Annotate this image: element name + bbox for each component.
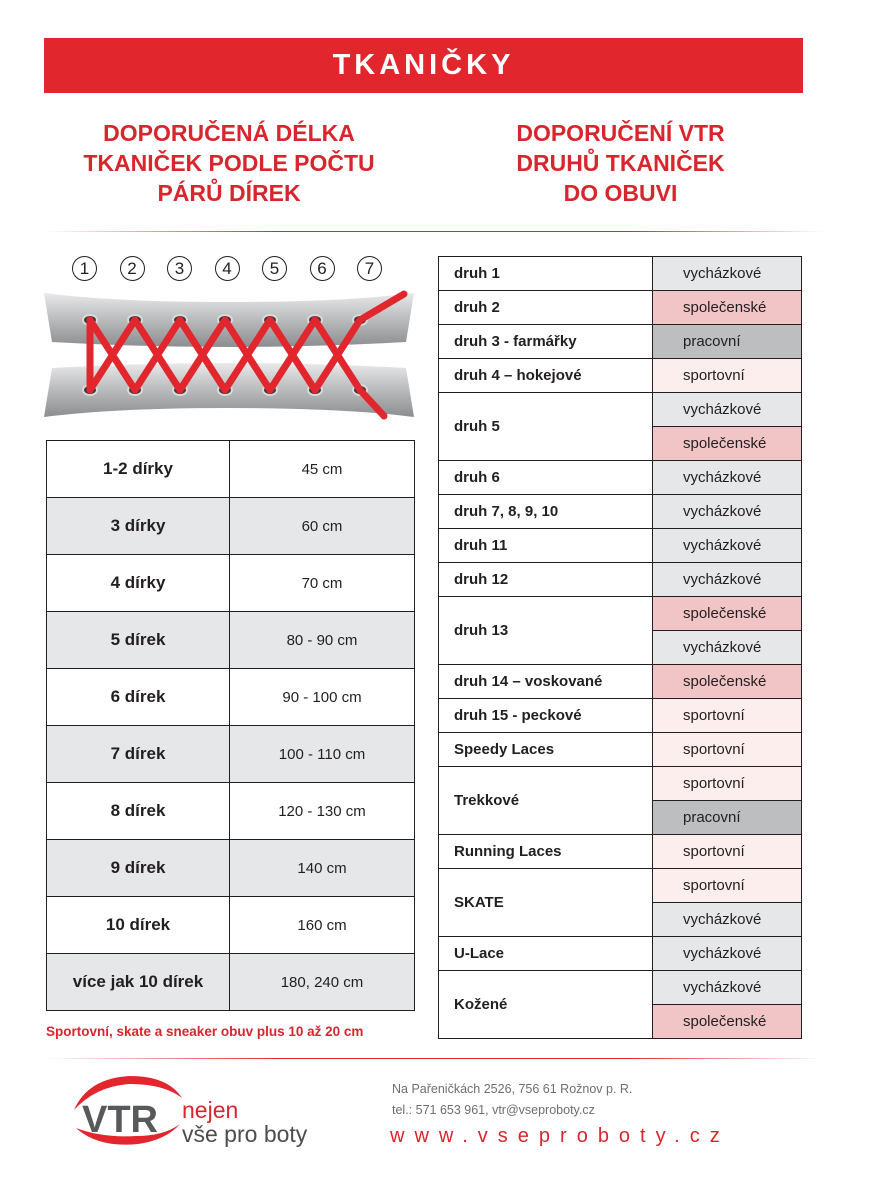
- eyelet-number: 4: [215, 256, 240, 281]
- table-row: [47, 612, 415, 669]
- lace-kind: společenské: [653, 597, 802, 631]
- shoe-type: Speedy Laces: [439, 733, 653, 767]
- table-row: [47, 498, 415, 555]
- table-row: [439, 495, 802, 529]
- eyelet-numbers: [72, 256, 382, 286]
- shoe-type: druh 14 – voskované: [439, 665, 653, 699]
- table-row: [439, 971, 802, 1005]
- shoe-type: druh 3 - farmářky: [439, 325, 653, 359]
- table-row: [439, 359, 802, 393]
- lace-kind: vycházkové: [653, 257, 802, 291]
- eyelet-number: 1: [72, 256, 97, 281]
- shoe-type: druh 6: [439, 461, 653, 495]
- table-row: [439, 291, 802, 325]
- lace-kind: vycházkové: [653, 461, 802, 495]
- table-row: [47, 441, 415, 498]
- sport-shoe-note: Sportovní, skate a sneaker obuv plus 10 až 20 cm: [46, 1024, 364, 1039]
- lace-type-rows: [439, 257, 802, 1039]
- shoe-type: druh 5: [439, 393, 653, 461]
- table-row: [439, 325, 802, 359]
- table-row: [47, 726, 415, 783]
- vtr-logo: [68, 1070, 186, 1150]
- shoe-type: druh 2: [439, 291, 653, 325]
- lace-length: 120 - 130 cm: [230, 783, 415, 840]
- tagline-line-1: nejen: [182, 1097, 239, 1123]
- website-link[interactable]: www.vseproboty.cz: [390, 1125, 730, 1147]
- contact-info: [392, 1079, 632, 1121]
- lace-kind: sportovní: [653, 699, 802, 733]
- table-row: [439, 563, 802, 597]
- left-heading-line: PÁRŮ DÍREK: [157, 180, 301, 206]
- eyelet-number: 3: [167, 256, 192, 281]
- eyelet-count: více jak 10 dírek: [47, 954, 230, 1011]
- shoe-type: druh 7, 8, 9, 10: [439, 495, 653, 529]
- left-heading-line: DOPORUČENÁ DÉLKA: [103, 120, 355, 146]
- eyelet-count: 10 dírek: [47, 897, 230, 954]
- eyelet-count: 7 dírek: [47, 726, 230, 783]
- table-row: [439, 529, 802, 563]
- table-row: [47, 840, 415, 897]
- table-row: [439, 937, 802, 971]
- lace-kind: sportovní: [653, 733, 802, 767]
- eyelet-count: 9 dírek: [47, 840, 230, 897]
- eyelet-count: 8 dírek: [47, 783, 230, 840]
- shoe-type: SKATE: [439, 869, 653, 937]
- lace-kind: vycházkové: [653, 903, 802, 937]
- lace-kind: sportovní: [653, 835, 802, 869]
- right-heading-line: DOPORUČENÍ VTR: [516, 120, 725, 146]
- divider: [44, 1058, 824, 1059]
- lace-length: 180, 240 cm: [230, 954, 415, 1011]
- table-row: [439, 699, 802, 733]
- page-title: TKANIČKY: [332, 49, 515, 81]
- lace-length: 90 - 100 cm: [230, 669, 415, 726]
- lace-kind: vycházkové: [653, 563, 802, 597]
- lace-kind: společenské: [653, 291, 802, 325]
- table-row: [439, 597, 802, 631]
- lace-kind: společenské: [653, 1005, 802, 1039]
- shoe-type: druh 15 - peckové: [439, 699, 653, 733]
- left-heading: [44, 118, 414, 208]
- tagline-line-2: vše pro boty: [182, 1121, 308, 1147]
- right-heading: [438, 118, 803, 208]
- lace-length: 70 cm: [230, 555, 415, 612]
- logo-text: VTR: [82, 1099, 158, 1141]
- address: Na Pařeničkách 2526, 756 61 Rožnov p. R.: [392, 1082, 633, 1096]
- lace-length: 80 - 90 cm: [230, 612, 415, 669]
- table-row: [439, 665, 802, 699]
- tagline: [182, 1098, 307, 1146]
- eyelet-count: 1-2 dírky: [47, 441, 230, 498]
- shoe-type: U-Lace: [439, 937, 653, 971]
- table-row: [439, 835, 802, 869]
- right-heading-line: DO OBUVI: [563, 180, 678, 206]
- lace-kind: sportovní: [653, 767, 802, 801]
- lace-kind: pracovní: [653, 801, 802, 835]
- lace-kind: společenské: [653, 427, 802, 461]
- table-row: [47, 783, 415, 840]
- lace-kind: vycházkové: [653, 971, 802, 1005]
- table-row: [439, 869, 802, 903]
- eyelet-number: 2: [120, 256, 145, 281]
- shoe-type: druh 12: [439, 563, 653, 597]
- table-row: [47, 897, 415, 954]
- lace-kind: sportovní: [653, 359, 802, 393]
- lace-kind: vycházkové: [653, 495, 802, 529]
- table-row: [47, 954, 415, 1011]
- lace-kind: společenské: [653, 665, 802, 699]
- table-row: [47, 555, 415, 612]
- shoe-type: druh 1: [439, 257, 653, 291]
- eyelet-number: 5: [262, 256, 287, 281]
- eyelet-number: 7: [357, 256, 382, 281]
- table-row: [439, 393, 802, 427]
- lace-type-table: [438, 256, 802, 1039]
- lace-length: 160 cm: [230, 897, 415, 954]
- lace-kind: vycházkové: [653, 937, 802, 971]
- right-heading-line: DRUHŮ TKANIČEK: [516, 150, 725, 176]
- eyelet-count: 4 dírky: [47, 555, 230, 612]
- shoe-type: druh 4 – hokejové: [439, 359, 653, 393]
- shoe-type: druh 13: [439, 597, 653, 665]
- table-row: [439, 767, 802, 801]
- lace-kind: vycházkové: [653, 393, 802, 427]
- lace-length: 100 - 110 cm: [230, 726, 415, 783]
- table-row: [47, 669, 415, 726]
- phone-email: tel.: 571 653 961, vtr@vseproboty.cz: [392, 1103, 595, 1117]
- eyelet-count: 3 dírky: [47, 498, 230, 555]
- left-heading-line: TKANIČEK PODLE POČTU: [83, 150, 375, 176]
- shoe-type: Kožené: [439, 971, 653, 1039]
- lace-kind: vycházkové: [653, 529, 802, 563]
- lace-length: 45 cm: [230, 441, 415, 498]
- shoe-type: druh 11: [439, 529, 653, 563]
- lace-length: 60 cm: [230, 498, 415, 555]
- table-row: [439, 461, 802, 495]
- eyelet-count: 6 dírek: [47, 669, 230, 726]
- lace-kind: pracovní: [653, 325, 802, 359]
- table-row: [439, 733, 802, 767]
- eyelet-number: 6: [310, 256, 335, 281]
- title-banner: [44, 38, 803, 93]
- divider: [44, 231, 824, 232]
- lace-length-table: [46, 440, 415, 1011]
- shoe-type: Running Laces: [439, 835, 653, 869]
- shoe-lacing-illustration: [44, 290, 414, 420]
- lace-kind: sportovní: [653, 869, 802, 903]
- table-row: [439, 257, 802, 291]
- shoe-type: Trekkové: [439, 767, 653, 835]
- lace-length: 140 cm: [230, 840, 415, 897]
- lace-kind: vycházkové: [653, 631, 802, 665]
- eyelet-count: 5 dírek: [47, 612, 230, 669]
